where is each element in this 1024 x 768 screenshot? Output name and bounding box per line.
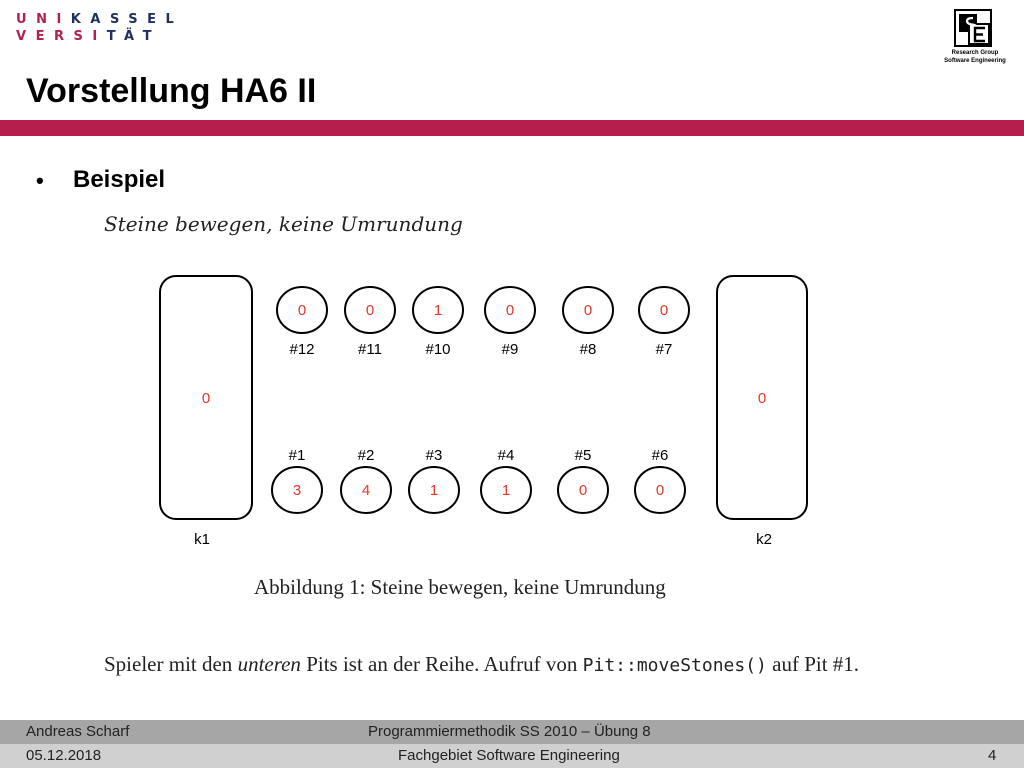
top-pit-label: #11 xyxy=(358,341,382,358)
footer-course: Programmiermethodik SS 2010 – Übung 8 xyxy=(368,723,651,740)
top-pit-value: 0 xyxy=(297,302,307,319)
logo-letter: T xyxy=(106,29,125,44)
top-pit-label: #9 xyxy=(501,341,519,358)
se-logo-icon xyxy=(953,8,993,48)
logo-letter: L xyxy=(165,12,184,27)
bottom-pit-label: #1 xyxy=(288,447,306,464)
top-pit-label: #10 xyxy=(425,341,451,358)
se-group-logo xyxy=(936,8,1014,70)
para-italic: unteren xyxy=(237,652,301,676)
figure-caption: Abbildung 1: Steine bewegen, keine Umrundung xyxy=(254,575,666,599)
logo-letter: E xyxy=(35,29,54,44)
footer-bar-top xyxy=(0,720,1024,744)
kalah-k1-value: 0 xyxy=(201,390,211,407)
bottom-pit-value: 1 xyxy=(429,482,439,499)
logo-letter: S xyxy=(73,29,93,44)
figure-subtitle: Steine bewegen, keine Umrundung xyxy=(104,212,463,236)
bottom-pit-value: 0 xyxy=(655,482,665,499)
logo-letter: R xyxy=(53,29,74,44)
bottom-pit-label: #2 xyxy=(357,447,375,464)
top-pit-value: 0 xyxy=(659,302,669,319)
se-caption-line1: Research Group xyxy=(951,50,999,56)
logo-letter: I xyxy=(92,29,107,44)
footer-department: Fachgebiet Software Engineering xyxy=(398,747,620,764)
slide-title: Vorstellung HA6 II xyxy=(26,72,317,110)
bottom-pit-value: 1 xyxy=(501,482,511,499)
bottom-pit-value: 3 xyxy=(292,482,302,499)
para-text-3: auf Pit #1. xyxy=(766,652,860,676)
logo-letter: K xyxy=(70,12,91,27)
title-divider-bar xyxy=(0,120,1024,136)
top-pit-label: #8 xyxy=(579,341,597,358)
bottom-pit-label: #5 xyxy=(574,447,592,464)
kalah-k2-label: k2 xyxy=(756,531,772,548)
bottom-pit-label: #6 xyxy=(651,447,669,464)
logo-row-2 xyxy=(16,29,161,44)
footer-author: Andreas Scharf xyxy=(26,723,130,740)
logo-letter: S xyxy=(109,12,129,27)
logo-letter: U xyxy=(16,12,37,27)
para-text-1: Spieler mit den xyxy=(104,652,238,676)
top-pit-row xyxy=(277,287,689,358)
top-pit-label: #7 xyxy=(655,341,673,358)
se-caption-line2: Software Engineering xyxy=(944,58,1006,64)
kalah-k1-label: k1 xyxy=(194,531,210,548)
bottom-pit-value: 0 xyxy=(578,482,588,499)
logo-letter: V xyxy=(16,29,36,44)
university-logo xyxy=(16,12,184,46)
logo-letter: E xyxy=(147,12,166,27)
logo-row-1 xyxy=(16,12,183,27)
top-pit-value: 0 xyxy=(365,302,375,319)
footer-page-number: 4 xyxy=(988,747,997,764)
description-paragraph xyxy=(104,648,964,682)
kalah-board-diagram xyxy=(140,268,840,558)
bottom-pit-row xyxy=(272,447,685,513)
footer-bar-bottom xyxy=(0,744,1024,768)
logo-letter: I xyxy=(56,12,71,27)
bottom-pit-label: #4 xyxy=(497,447,515,464)
top-pit-value: 1 xyxy=(433,302,443,319)
footer-date: 05.12.2018 xyxy=(26,747,102,764)
logo-letter: S xyxy=(128,12,148,27)
bullet-text: Beispiel xyxy=(73,166,166,193)
para-code: Pit::moveStones() xyxy=(582,655,767,676)
top-pit-value: 0 xyxy=(583,302,593,319)
para-text-2: Pits ist an der Reihe. Aufruf von xyxy=(300,652,583,676)
bottom-pit-value: 4 xyxy=(361,482,371,499)
top-pit-label: #12 xyxy=(289,341,315,358)
logo-letter: N xyxy=(36,12,57,27)
logo-letter: A xyxy=(90,12,110,27)
logo-letter: Ä xyxy=(124,29,143,44)
top-pit-value: 0 xyxy=(505,302,515,319)
bullet-marker: • xyxy=(36,168,44,193)
logo-letter: T xyxy=(142,29,161,44)
bottom-pit-label: #3 xyxy=(425,447,443,464)
kalah-k2-value: 0 xyxy=(757,390,767,407)
